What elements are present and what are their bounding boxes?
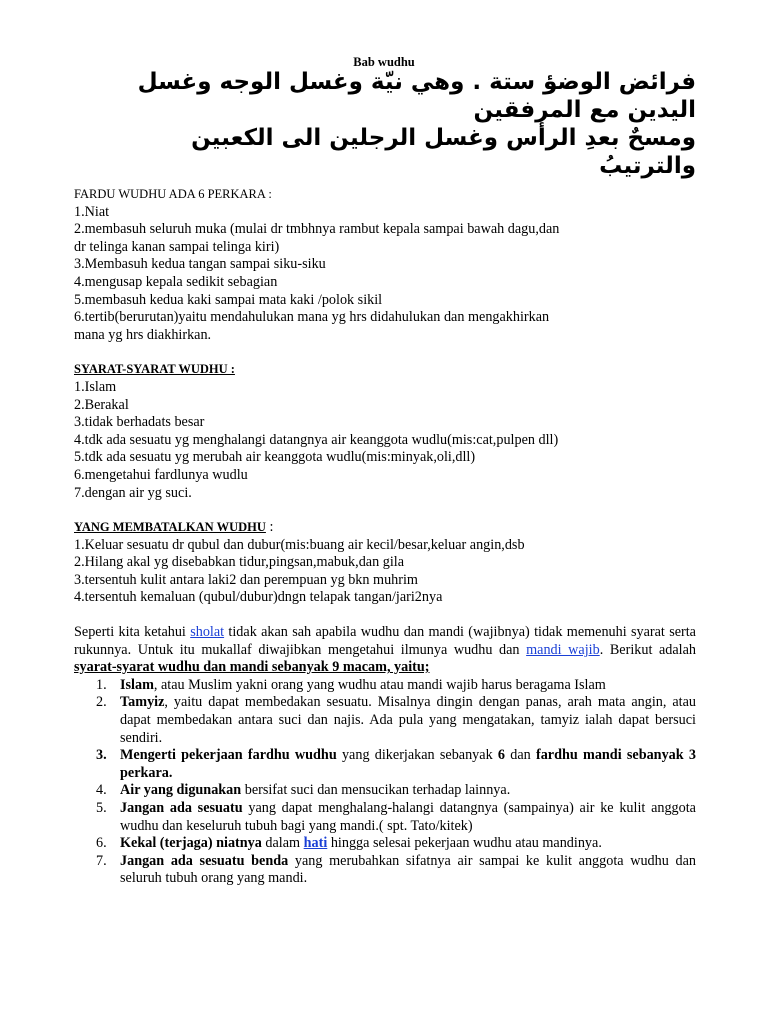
list-item (74, 835, 696, 853)
membatalkan-item: 2.Hilang akal yg disebabkan tidur,pingsan,mabuk,dan gila (74, 554, 405, 571)
intro-bold-text: syarat-syarat wudhu dan mandi sebanyak 9 macam, yaitu; (74, 659, 430, 676)
list-number: 3. (96, 747, 107, 764)
membatalkan-item: 4.tersentuh kemaluan (qubul/dubur)dngn telapak tangan/jari2nya (74, 589, 443, 606)
membatalkan-heading: YANG MEMBATALKAN WUDHU (74, 520, 266, 535)
document-body (74, 186, 696, 888)
syarat-heading: SYARAT-SYARAT WUDHU : (74, 362, 235, 377)
list-number: 1. (96, 676, 107, 693)
fardu-item: 3.Membasuh kedua tangan sampai siku-siku (74, 256, 326, 273)
fardu-heading: FARDU WUDHU ADA 6 PERKARA : (74, 187, 272, 201)
mandi-wajib-link[interactable]: mandi wajib (526, 641, 600, 658)
arabic-text-block (60, 68, 696, 180)
list-number: 7. (96, 852, 107, 869)
arabic-line: والترتيبُ (599, 153, 696, 179)
item-text: , atau Muslim yakni orang yang wudhu atau mandi wajib harus beragama Islam (153, 676, 606, 693)
intro-text: Seperti kita ketahui (74, 624, 191, 641)
item-text: yang dapat menghalang-halangi datangnya (sampainya) air ke kulit anggota wudhu dan keseluruh tubuh bagi yang mandi.( spt. Tato/kitek) (120, 800, 696, 834)
intro-text: tidak akan sah apabila wudhu dan mandi (wajibnya) tidak memenuhi syarat serta rukunnya. Untuk itu mukallaf diwajibkan mengetahui ilmunya wudhu dan (74, 624, 696, 658)
fardu-item: mana yg hrs diakhirkan. (74, 326, 212, 343)
hati-link[interactable]: hati (303, 835, 328, 852)
arabic-line: ومسحٌ بعدِ الرأس وغسل الرجلين الى الكعبين (191, 125, 696, 151)
syarat-item: 3.tidak berhadats besar (74, 414, 205, 431)
item-bold: Jangan ada sesuatu (120, 800, 243, 816)
list-item (74, 800, 696, 835)
document-title: Bab wudhu (353, 55, 415, 69)
item-bold: Tamyiz (120, 694, 165, 711)
syarat-item: 5.tdk ada sesuatu yg merubah air keanggota wudlu(mis:minyak,oli,dll) (74, 449, 476, 466)
syarat-item: 6.mengetahui fardlunya wudlu (74, 466, 248, 483)
list-number: 2. (96, 694, 107, 711)
membatalkan-item: 1.Keluar sesuatu dr qubul dan dubur(mis:buang air kecil/besar,keluar angin,dsb (74, 536, 525, 553)
item-bold: Kekal (terjaga) niatnya (120, 835, 262, 852)
arabic-line: فرائض الوضؤ ستة . وهي نيّة وغسل الوجه وغسل (137, 69, 696, 95)
item-bold: 6 (497, 747, 506, 764)
syarat-item: 4.tdk ada sesuatu yg menghalangi datangnya air keanggota wudlu(mis:cat,pulpen dll) (74, 431, 559, 448)
requirements-list (74, 677, 696, 888)
fardu-item: 4.mengusap kepala sedikit sebagian (74, 273, 278, 290)
list-item (74, 782, 696, 800)
membatalkan-heading-suffix: : (265, 519, 274, 536)
list-number: 5. (96, 800, 107, 816)
membatalkan-item: 3.tersentuh kulit antara laki2 dan perempuan yg bkn muhrim (74, 571, 418, 588)
item-bold: Mengerti pekerjaan fardhu wudhu (120, 747, 337, 764)
fardu-item: dr telinga kanan sampai telinga kiri) (74, 238, 280, 255)
sholat-link[interactable]: sholat (190, 624, 225, 641)
list-item (74, 694, 696, 747)
item-text: yang merubahkan sifatnya air sampai ke kulit anggota wudhu dan seluruh tubuh orang yang mandi. (120, 852, 696, 887)
item-text: hingga selesai pekerjaan wudhu atau mandinya. (327, 835, 602, 852)
list-item (74, 853, 696, 888)
syarat-item: 2.Berakal (74, 396, 129, 413)
item-text: dalam (261, 835, 304, 852)
fardu-item: 5.membasuh kedua kaki sampai mata kaki /polok sikil (74, 291, 383, 308)
intro-text: . Berikut adalah (599, 641, 697, 658)
list-number: 6. (96, 835, 107, 852)
item-text: , yaitu dapat membedakan sesuatu. Misalnya dingin dengan panas, arah mata angin, atau dapat membedakan antara suci dan najis. Ada pula yang mengatakan, tamyiz ialah dapat bersuci sendiri. (120, 694, 696, 746)
item-text: dan (505, 747, 536, 764)
syarat-item: 1.Islam (74, 378, 117, 395)
membatalkan-heading-line (74, 519, 696, 537)
fardu-item: 6.tertib(berurutan)yaitu mendahulukan mana yg hrs didahulukan dan mengakhirkan (74, 309, 550, 326)
item-text: yang dikerjakan sebanyak (336, 747, 498, 764)
item-bold: Jangan ada sesuatu benda (120, 852, 289, 869)
list-item (74, 747, 696, 782)
item-bold: Islam (120, 676, 154, 693)
arabic-line: اليدين مع المرفقين (473, 97, 696, 123)
syarat-item: 7.dengan air yg suci. (74, 484, 192, 501)
item-bold: fardhu mandi sebanyak 3 perkara. (120, 747, 696, 781)
list-item (74, 677, 696, 695)
intro-paragraph (74, 624, 696, 677)
list-number: 4. (96, 782, 107, 799)
fardu-item: 2.membasuh seluruh muka (mulai dr tmbhnya rambut kepala sampai bawah dagu,dan (74, 221, 560, 238)
item-bold: Air yang digunakan (120, 782, 242, 799)
item-text: bersifat suci dan mensucikan terhadap lainnya. (241, 782, 511, 799)
fardu-item: 1.Niat (74, 203, 110, 220)
